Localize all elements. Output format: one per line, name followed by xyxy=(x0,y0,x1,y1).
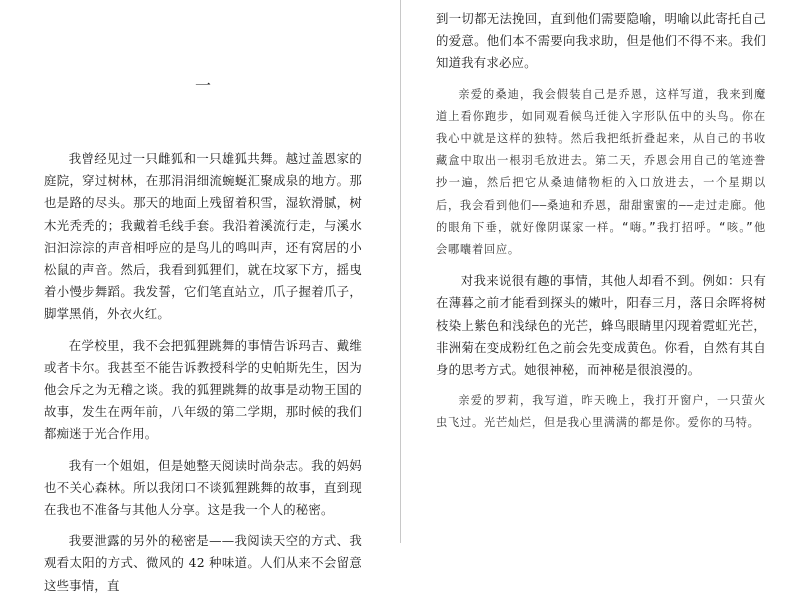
paragraph-secrets: 我要泄露的另外的秘密是——我阅读天空的方式、我观看太阳的方式、微风的 42 种味道。人们从来不会留意这些事情，直 xyxy=(44,533,362,593)
page-divider xyxy=(400,0,401,543)
paragraph-fox-dance: 我曾经见过一只雌狐和一只雄狐共舞。越过盖恩家的庭院，穿过树林，在那涓涓细流蜿蜒汇聚成泉的地方。那也是路的尽头。那天的地面上残留着积雪，湿软滑腻，树木光秃秃的；我戴着毛线手套。我沿着溪流行走，与溪水汩汩淙淙的声音相呼应的是鸟儿的鸣叫声，还有窝居的小松鼠的声音。然后，我看到狐狸们，就在坟冢下方，摇曳着小慢步舞蹈。我发誓，它们笔直站立，爪子握着爪子，脚掌黑俏，外衣火红。 xyxy=(44,151,362,322)
paragraph-continued: 到一切都无法挽回，直到他们需要隐喻，明喻以此寄托自己的爱意。他们本不需要向我求助，但是他们不得不来。我们知道我有求必应。 xyxy=(436,11,766,71)
right-page xyxy=(402,0,792,543)
paragraph-school: 在学校里，我不会把狐狸跳舞的事情告诉玛吉、戴维或者卡尔。我甚至不能告诉教授科学的史帕斯先生，因为他会斥之为无稽之谈。我的狐狸跳舞的故事是动物王国的故事，发生在两年前，八年级的第二学期，那时候的我们都痴迷于光合作用。 xyxy=(44,337,362,442)
paragraph-nature: 对我来说很有趣的事情，其他人却看不到。例如：只有在薄暮之前才能看到探头的嫩叶，阳春三月，落日余晖将树枝染上紫色和浅绿色的光芒，蜂鸟眼睛里闪现着霓虹光芒，非洲菊在变成粉红色之前会先变成黄色。你看，自然有其自身的思考方式。她很神秘，而神秘是很浪漫的。 xyxy=(436,273,766,378)
paragraph-family: 我有一个姐姐，但是她整天阅读时尚杂志。我的妈妈也不关心森林。所以我闭口不谈狐狸跳舞的故事，直到现在我也不准备与其他人分享。这是我一个人的秘密。 xyxy=(44,457,362,518)
letter-rory: 亲爱的罗莉，我写道，昨天晚上，我打开窗户，一只萤火虫飞过。光芒灿烂，但是我心里满满的都是你。爱你的马特。 xyxy=(436,394,766,430)
chapter-title: 一 xyxy=(194,76,211,95)
letter-sandy: 亲爱的桑迪，我会假装自己是乔恩，这样写道，我来到魔道上看你跑步，如同观看候鸟迁徙入字形队伍中的头鸟。你在我心中就是这样的独特。然后我把纸折叠起来，从自己的书收藏盒中取出一根羽毛放进去。第二天，乔恩会用自己的笔迹誊抄一遍，然后把它从桑迪储物柜的入口放进去，一个星期以后，我会看到他们——桑迪和乔恩，甜甜蜜蜜的——走过走廊。他的眼角下垂，就好像阴谋家一样。“嗨。”我打招呼。“咳。”他会哪囔着回应。 xyxy=(436,87,766,257)
